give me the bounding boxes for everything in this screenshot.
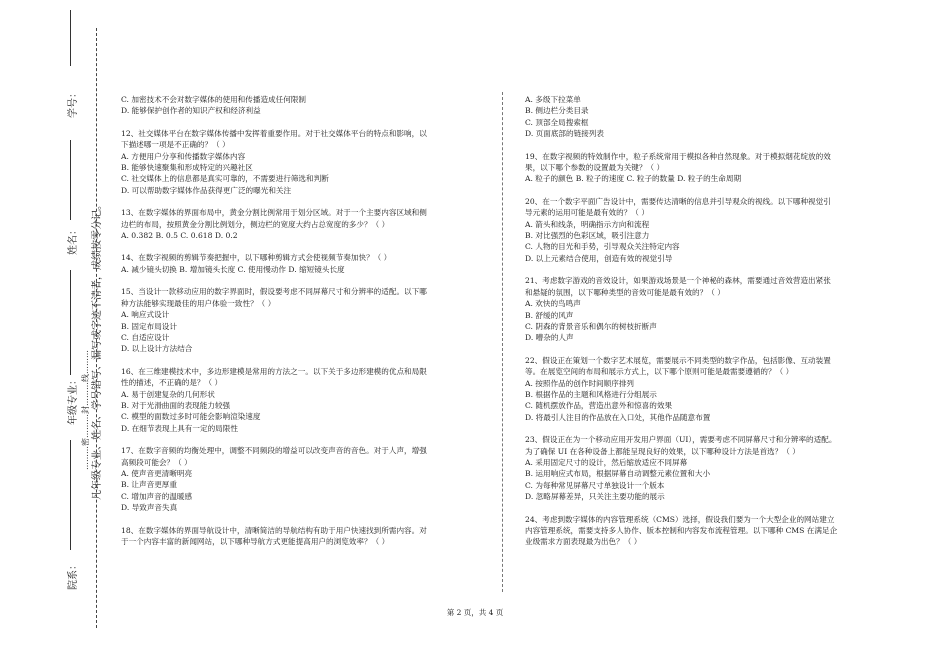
- question-stem: 和悬疑的氛围，以下哪种类型的音效可能是最有效的？（ ）: [525, 287, 725, 297]
- answer-option: A. 使声音更清晰明亮: [121, 468, 193, 478]
- question-stem: 性的描述，不正确的是？（ ）: [121, 378, 223, 388]
- spacer: [121, 514, 496, 525]
- answer-option: D. 忽略屏幕差异，只关注主要功能的展示: [525, 492, 665, 502]
- answer-option: C. 人物的目光和手势，引导观众关注特定内容: [525, 242, 680, 252]
- answer-option: B. 固定布局设计: [121, 321, 177, 331]
- answer-option: B. 能够快速聚集和形成特定的兴趣社区: [121, 163, 253, 173]
- answer-option: D. 将最引人注目的作品放在入口处，其他作品随意布置: [525, 412, 711, 422]
- answer-option: A. 响应式设计: [121, 310, 170, 320]
- question-stem: 21、考虑数字游戏的音效设计，如果游戏场景是一个神秘的森林，需要通过音效营造出紧张: [525, 276, 831, 286]
- question-stem: 16、在三维建模技术中，多边形建模是常用的方法之一。以下关于多边形建模的优点和局限: [121, 366, 427, 376]
- spacer: [525, 344, 917, 355]
- answer-option: C. 顶部全局搜索框: [525, 117, 589, 127]
- answer-option: C. 为每种常见屏幕尺寸单独设计一个版本: [525, 480, 665, 490]
- answer-option: C. 模型的面数过多时可能会影响渲染速度: [121, 412, 261, 422]
- grade-major-line: [70, 270, 71, 375]
- spacer: [121, 275, 496, 286]
- answer-option: C. 增加声音的温暖感: [121, 491, 193, 501]
- spacer: [525, 185, 917, 196]
- page-footer: 第 2 页，共 4 页: [446, 608, 504, 617]
- school-line: [70, 440, 71, 550]
- answer-option: C. 阴森的背景音乐和偶尔的树枝折断声: [525, 321, 657, 331]
- question-stem: 13、在数字媒体的界面布局中，黄金分割比例常用于划分区域。对于一个主要内容区域和侧: [121, 208, 427, 218]
- answer-option: A. 箭头和线条，明确指示方向和流程: [525, 219, 650, 229]
- question-stem: 18、在数字媒体的界面导航设计中，清晰简洁的导航结构有助于用户快速找到所需内容。对: [121, 525, 427, 535]
- answer-option: D. 以上设计方法结合: [121, 344, 193, 354]
- spacer: [121, 117, 496, 128]
- binding-notice: 凡年级专业、姓名、学号错写、漏写或字迹不清者，成绩按零分记。: [92, 200, 103, 500]
- question-stem: 种方法能够实现最佳的用户体验一致性？（ ）: [121, 298, 276, 308]
- answer-option: D. 以上元素结合使用，创造有效的视觉引导: [525, 253, 673, 263]
- spacer: [121, 196, 496, 207]
- question-stem: 导元素的运用可能是最有效的？（ ）: [525, 208, 649, 218]
- grade-major-label: 年级专业：: [68, 375, 79, 425]
- seal-dashed-line: [96, 28, 97, 628]
- answer-option: A. 易于创建复杂的几何形状: [121, 389, 215, 399]
- name-label: 姓名：: [68, 225, 79, 255]
- column-divider: [502, 92, 503, 592]
- answer-option: B. 运用响应式布局，根据屏幕自动调整元素位置和大小: [525, 469, 711, 479]
- answer-option: A. 采用固定尺寸的设计，然后缩放适应不同屏幕: [525, 457, 688, 467]
- question-stem: 于一个内容丰富的新闻网站，以下哪种导航方式更能提高用户的浏览效率？（ ）: [121, 537, 390, 546]
- question-stem: 12、社交媒体平台在数字媒体传播中发挥着重要作用。对于社交媒体平台的特点和影响，以: [121, 128, 427, 138]
- question-stem: 果，以下哪个参数的设置最为关键？（ ）: [525, 163, 665, 173]
- answer-option: A. 欢快的鸟鸣声: [525, 299, 581, 309]
- question-stem: 内容管理系统，需要支持多人协作、版本控制和内容发布流程管理。以下哪种 CMS 在满足企: [525, 526, 838, 535]
- question-stem: 15、当设计一款移动应用的数字界面时，假设要考虑不同屏幕尺寸和分辨率的适配。以下哪: [121, 287, 427, 297]
- answer-option: D. 嘈杂的人声: [525, 333, 574, 343]
- question-stem: 17、在数字音频的均衡处理中，调整不同频段的增益可以改变声音的音色。对于人声，增强: [121, 446, 427, 456]
- question-stem: 24、考虑到数字媒体的内容管理系统（CMS）选择，假设我们要为一个大型企业的网站建立: [525, 514, 835, 524]
- question-stem: 20、在一个数字平面广告设计中，需要传达清晰的信息并引导观众的视线。以下哪种视觉引: [525, 196, 831, 206]
- left-column: [121, 94, 496, 547]
- answer-option: B. 对比强烈的色彩区域，吸引注意力: [525, 231, 650, 241]
- answer-option: B. 根据作品的主题和风格进行分组展示: [525, 389, 657, 399]
- question-stem: 22、假设正在策划一个数字艺术展览，需要展示不同类型的数字作品，包括影像、互动装置: [525, 355, 831, 365]
- question-stem: 14、在数字视频的剪辑节奏把握中，以下哪种剪辑方式会使视频节奏加快？（ ）: [121, 253, 392, 263]
- spacer: [121, 434, 496, 445]
- answer-option: C. 随机摆放作品，营造出意外和惊喜的效果: [525, 401, 673, 411]
- name-line: [70, 140, 71, 220]
- spacer: [525, 423, 917, 434]
- question-stem: 业级需求方面表现最为出色？（ ）: [525, 537, 642, 547]
- answer-option: D. 导致声音失真: [121, 503, 178, 513]
- question-stem: 为了确保 UI 在各种设备上都能呈现良好的效果，以下哪种设计方法是首选？（ ）: [525, 446, 800, 456]
- question-stem: 19、在数字视频的特效制作中，粒子系统常用于模拟各种自然现象。对于模拟烟花绽放的效: [525, 151, 831, 161]
- answer-option: C. 加密技术不会对数字媒体的使用和传播造成任何限制: [121, 95, 307, 104]
- answer-option: D. 在细节表现上具有一定的局限性: [121, 423, 238, 433]
- student-id-line: [70, 10, 71, 66]
- answer-option: A. 粒子的颜色 B. 粒子的速度 C. 粒子的数量 D. 粒子的生命周期: [525, 174, 742, 184]
- spacer: [525, 264, 917, 275]
- question-stem: 23、假设正在为一个移动应用开发用户界面（UI），需要考虑不同屏幕尺寸和分辨率的适配。: [525, 435, 837, 445]
- question-stem: 边栏的布局，按照黄金分割比例划分，侧边栏的宽度大约占总宽度的多少？（ ）: [121, 219, 390, 229]
- answer-option: C. 自适应设计: [121, 332, 170, 342]
- spacer: [121, 241, 496, 252]
- answer-option: A. 方便用户分享和传播数字媒体内容: [121, 151, 246, 161]
- answer-option: A. 0.382 B. 0.5 C. 0.618 D. 0.2: [121, 231, 238, 241]
- spacer: [525, 140, 917, 151]
- seal-line-text: ………密………封………线………: [81, 350, 90, 470]
- answer-option: D. 可以帮助数字媒体作品获得更广泛的曝光和关注: [121, 185, 292, 195]
- student-id-label: 学号：: [68, 88, 79, 118]
- answer-option: B. 舒缓的风声: [525, 310, 574, 320]
- right-column: [525, 94, 917, 548]
- answer-option: C. 社交媒体上的信息都是真实可靠的，不需要进行筛选和判断: [121, 174, 329, 184]
- answer-option: A. 多级下拉菜单: [525, 95, 581, 104]
- answer-option: A. 按照作品的创作时间顺序排列: [525, 378, 635, 388]
- answer-option: B. 让声音更厚重: [121, 480, 177, 490]
- answer-option: B. 侧边栏分类目录: [525, 106, 589, 116]
- spacer: [525, 503, 917, 514]
- question-stem: 高频段可能会？（ ）: [121, 457, 192, 467]
- spacer: [121, 355, 496, 366]
- question-stem: 等。在展览空间的布局和展示方式上，以下哪个原则可能是最需要遵循的？（ ）: [525, 367, 794, 377]
- question-stem: 下描述哪一项是不正确的？（ ）: [121, 140, 230, 150]
- answer-option: B. 对于光滑曲面的表现能力较强: [121, 400, 231, 410]
- school-label: 院系：: [68, 560, 79, 590]
- answer-option: D. 能够保护创作者的知识产权和经济利益: [121, 106, 261, 116]
- answer-option: D. 页面底部的链接列表: [525, 129, 604, 139]
- answer-option: A. 减少镜头切换 B. 增加镜头长度 C. 使用慢动作 D. 缩短镜头长度: [121, 264, 345, 274]
